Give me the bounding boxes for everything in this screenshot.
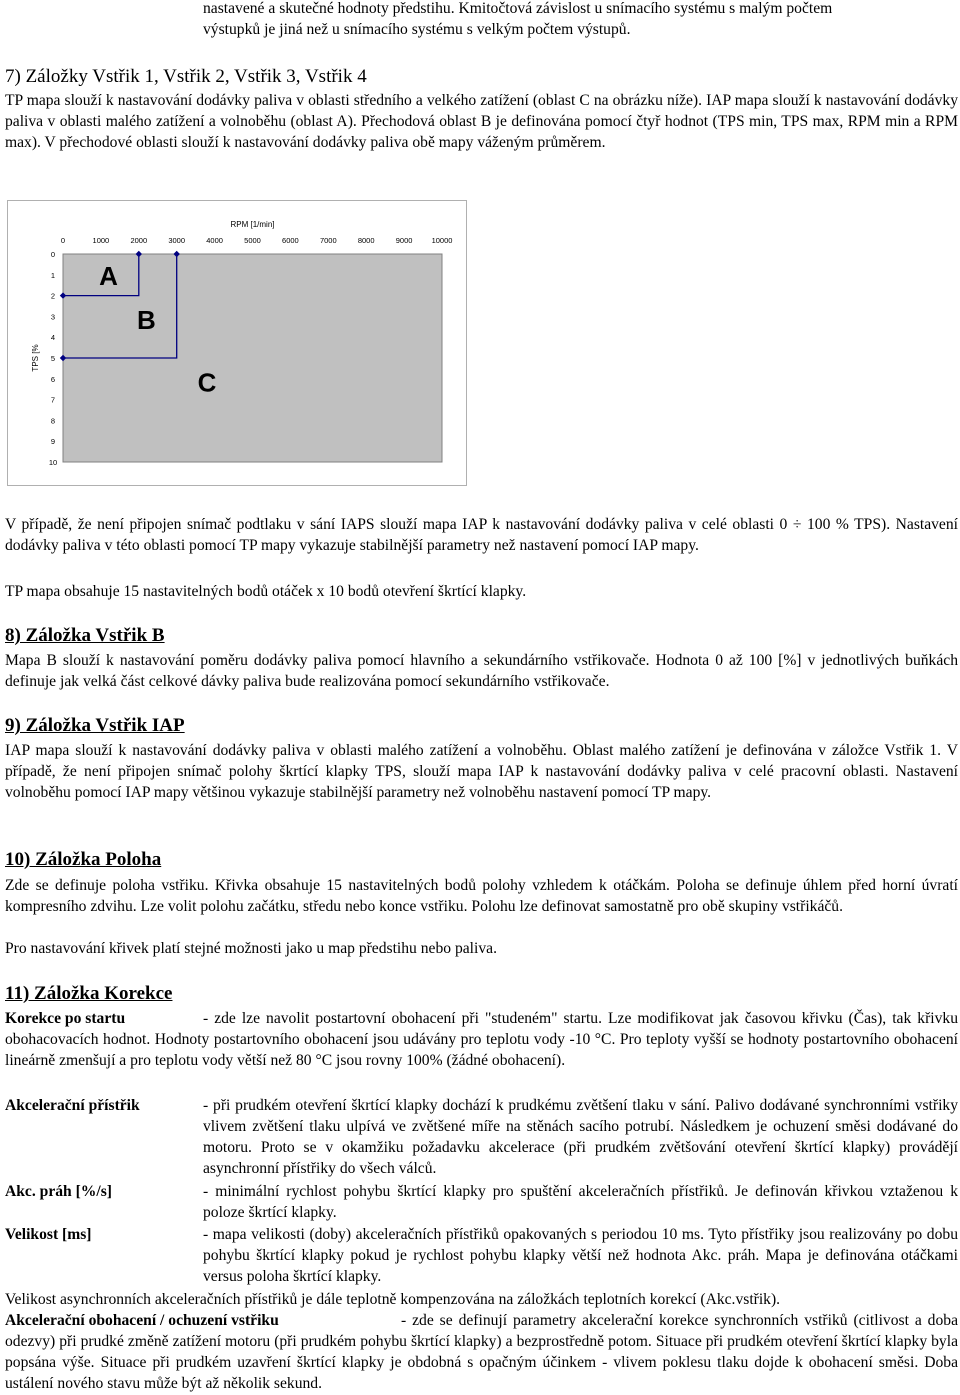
section-7-paragraph-3: TP mapa obsahuje 15 nastavitelných bodů otáček x 10 bodů otevření škrtící klapky. — [5, 583, 527, 600]
y-tick-label: 6 — [50, 374, 56, 384]
x-tick-label: 1000 — [92, 236, 110, 245]
intro-line-1: nastavené a skutečné hodnoty předstihu. Kmitočtová závislost u snímacího systému s malým počtem — [203, 0, 833, 17]
region-chart-svg — [8, 201, 466, 485]
section-10-paragraph: Zde se definuje poloha vstřiku. Křivka obsahuje 15 nastavitelných bodů polohy vzhledem k otáčkám. Poloha se definuje úhlem před horní úvratí kompresního zdvihu. Lze volit polohu začátku, středu nebo konce vstřiku. Polohu lze definovat samostatně pro obě skupiny vstřikáčů. — [5, 877, 958, 915]
x-tick-label: 7000 — [319, 236, 337, 245]
ochuz-label: Akcelerační obohacení / ochuzení vstřiku — [5, 1312, 279, 1329]
y-tick-label: 2 — [50, 291, 56, 301]
section-8-heading: 8) Záložka Vstřik B — [5, 625, 165, 646]
region-label-c: C — [197, 367, 217, 398]
korekce-text: - zde lze navolit postartovní obohacení při "studeném" startu. Lze modifikovat jak časovou křivku (Čas), tak křivku obohacovacích hodnot. Hodnoty postartovního obohacení jsou udávány pro teplotu vody -10 °C. Pro teploty vyšší se hodnoty postartovního obohacení lineárně zmenšují a pro teplotu vody větší než 80 °C jsou rovny 100% (žádné obohacení). — [5, 1010, 958, 1069]
akc-label: Akcelerační přístřik — [5, 1097, 140, 1114]
section-9-heading: 9) Záložka Vstřik IAP — [5, 715, 185, 736]
velikost-label: Velikost [ms] — [5, 1226, 92, 1243]
x-tick-label: 5000 — [244, 236, 261, 245]
y-tick-label: 5 — [50, 354, 56, 363]
x-tick-label: 10000 — [431, 236, 453, 245]
akc-text: - při prudkém otevření škrtící klapky dochází k prudkému zvětšení tlaku v sání. Palivo dodávané synchronními vstřiky vlivem zvětšení tlaku ulpívá ve zvětšené míře na stěnách sacího potrubí. Následkem je ochuzení směsi dodávané do motoru. Proto se v okamžiku požadavku akcelerace (při prudkém zvětšování otevření škrtící klapky) provádějí asynchronní přístřiky do všech válců. — [203, 1097, 958, 1177]
ochuz-text: - zde se definují parametry akcelerační korekce synchronních vstřiků (citlivost a doba odezvy) při prudké změně zatížení motoru (při prudkém pohybu škrtící klapky) a bezprostředně potom. Situace při prudkém otevření škrtící klapky byla popsána výše. Situace při prudkém uzavření škrtící klapky je obdobná s opačným účinkem - vlivem poklesu tlaku dojde k obohacení směsi. Doba ustálení nového stavu může být až několik sekund. — [5, 1312, 958, 1392]
x-tick-label: 9000 — [395, 236, 413, 245]
section-7-heading: 7) Záložky Vstřik 1, Vstřik 2, Vstřik 3, Vstřik 4 — [5, 66, 367, 87]
region-label-a: A — [99, 261, 118, 292]
x-axis-title: RPM [1/min] — [230, 220, 275, 229]
x-tick-label: 2000 — [130, 236, 148, 245]
region-chart — [7, 200, 467, 486]
korekce-paragraph — [5, 1008, 958, 1071]
async-paragraph: Velikost asynchronních akceleračních přístřiků je dále teplotně kompenzována na záložkách teplotních korekcí (Akc.vstřik). — [5, 1291, 781, 1308]
section-8-paragraph: Mapa B slouží k nastavování poměru dodávky paliva pomocí hlavního a sekundárního vstřikovače. Hodnota 0 až 100 [%] v jednotlivých buňkách definuje jak velká část celkové dávky paliva bude realizována pomocí sekundárního vstřikovače. — [5, 652, 958, 690]
prah-label: Akc. práh [%/s] — [5, 1183, 112, 1200]
y-axis-title: TPS [% — [31, 344, 40, 372]
section-11-heading: 11) Záložka Korekce — [5, 983, 173, 1004]
x-tick-label: 6000 — [282, 236, 299, 245]
velikost-text: - mapa velikosti (doby) akceleračních přístřiků opakovaných s periodou 10 ms. Tyto přístřiky jsou realizovány po dobu pohybu škrtící klapky pokud je rychlost pohybu klapky větší než hodnota Akc. práh. Mapa je definována otáčkami versus poloha škrtící klapky. — [203, 1226, 958, 1285]
section-9-paragraph: IAP mapa slouží k nastavování dodávky paliva v oblasti malého zatížení a volnoběhu. Oblast malého zatížení je definována v záložce Vstřik 1. V případě, že není připojen snímač polohy škrtící klapky TPS, slouží mapa IAP k nastavování dodávky paliva v celé pracovní oblasti. Nastavení volnoběhu pomocí IAP mapy většinou vykazuje stabilnější parametry než volnoběhu nastavení pomocí TP mapy. — [5, 742, 958, 801]
prah-text: - minimální rychlost pohybu škrtící klapky pro spuštění akceleračních přístřiků. Je definován křivkou vztaženou k poloze škrtící klapky. — [203, 1183, 958, 1221]
y-tick-label: 4 — [50, 333, 56, 343]
y-tick-label: 1 — [50, 270, 56, 280]
y-tick-label: 9 — [50, 437, 56, 447]
section-7-paragraph: TP mapa slouží k nastavování dodávky paliva v oblasti středního a velkého zatížení (oblast C na obrázku níže). IAP mapa slouží k nastavování dodávky paliva v oblasti malého zatížení a volnoběhu (oblast A). Přechodová oblast B je definována pomocí čtyř hodnot (TPS min, TPS max, RPM min a RPM max). V přechodové oblasti slouží k nastavování dodávky paliva obě mapy váženým průměrem. — [5, 92, 958, 151]
y-tick-label: 3 — [50, 312, 56, 322]
y-tick-label: 0 — [50, 250, 56, 259]
x-tick-label: 0 — [60, 236, 66, 245]
section-10-heading: 10) Záložka Poloha — [5, 849, 162, 870]
x-tick-label: 8000 — [357, 236, 375, 245]
y-tick-label: 8 — [50, 416, 56, 426]
section-7-paragraph-2: V případě, že není připojen snímač podtlaku v sání IAPS slouží mapa IAP k nastavování dodávky paliva v celé oblasti 0 ÷ 100 % TPS). Nastavení dodávky paliva v této oblasti pomocí TP mapy vykazuje stabilnější parametry než nastavení pomocí IAP mapy. — [5, 516, 958, 554]
korekce-label: Korekce po startu — [5, 1010, 126, 1027]
intro-line-2: výstupků je jiná než u snímacího systému s velkým počtem výstupů. — [203, 21, 631, 38]
x-tick-label: 4000 — [206, 236, 223, 245]
section-10-paragraph-2: Pro nastavování křivek platí stejné možnosti jako u map předstihu nebo paliva. — [5, 940, 497, 957]
y-tick-label: 7 — [50, 395, 56, 405]
x-tick-label: 3000 — [168, 236, 186, 245]
region-label-b: B — [136, 304, 156, 335]
y-tick-label: 10 — [48, 458, 58, 467]
